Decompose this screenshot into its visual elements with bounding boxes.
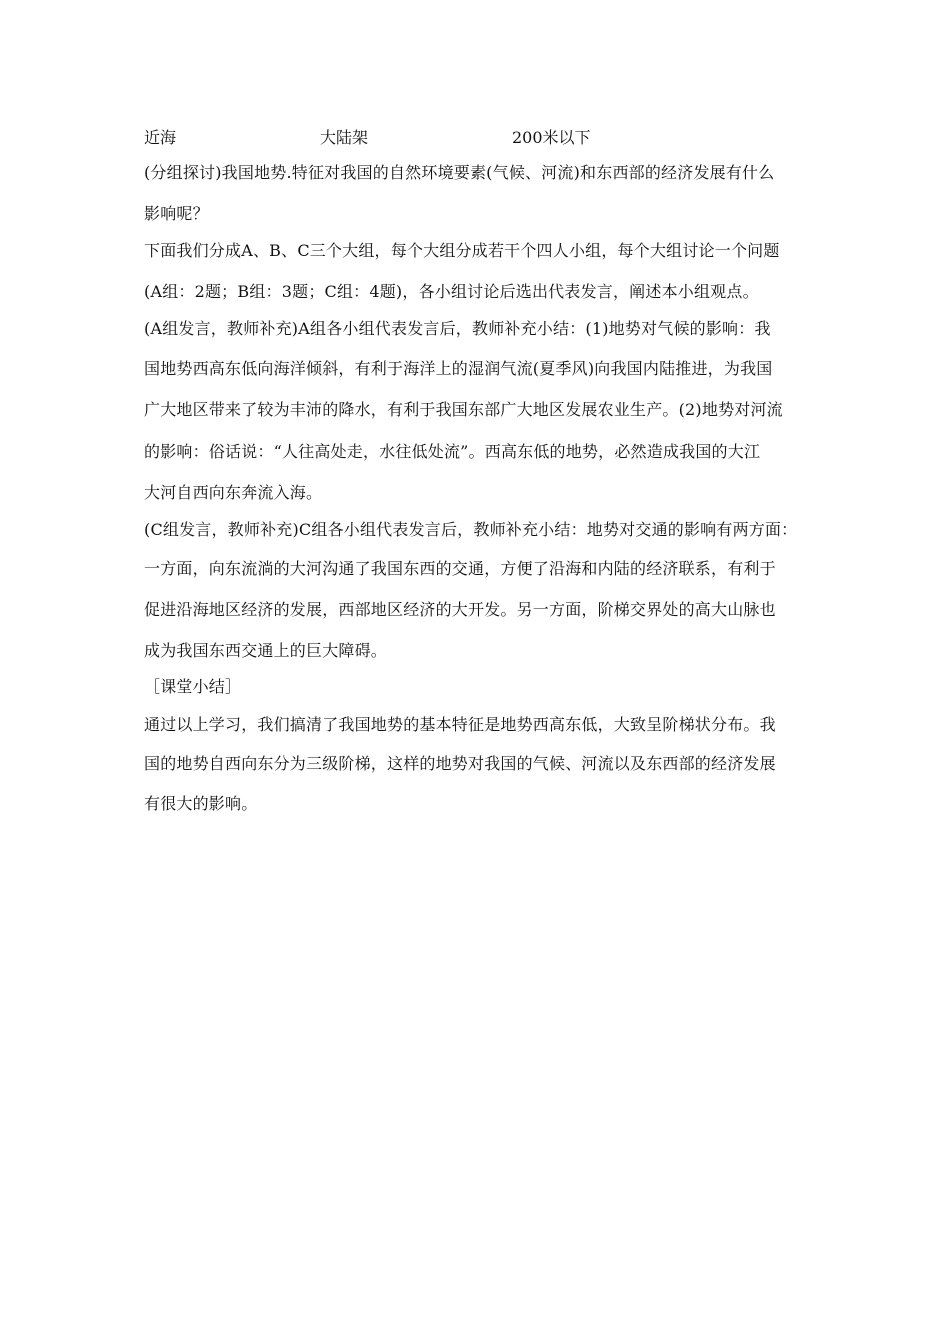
paragraph-line: 广大地区带来了较为丰沛的降水，有利于我国东部广大地区发展农业生产。(2)地势对河流 <box>144 400 783 419</box>
paragraph-line: (分组探讨)我国地势.特征对我国的自然环境要素(气候、河流)和东西部的经济发展有什么 <box>144 163 775 182</box>
paragraph-line: (A组发言，教师补充)A组各小组代表发言后，教师补充小结：(1)地势对气候的影响：我 <box>144 319 771 338</box>
paragraph-line: 促进沿海地区经济的发展，西部地区经济的大开发。另一方面，阶梯交界处的高大山脉也 <box>144 600 776 619</box>
section-heading: ［课堂小结］ <box>144 677 242 696</box>
paragraph-line: (C组发言，教师补充)C组各小组代表发言后，教师补充小结：地势对交通的影响有两方面： <box>144 520 798 539</box>
paragraph-line: 国的地势自西向东分为三级阶梯，这样的地势对我国的气候、河流以及东西部的经济发展 <box>144 754 776 773</box>
paragraph-line: 有很大的影响。 <box>144 794 258 813</box>
paragraph-line: (A组：2题；B组：3题；C组：4题)，各小组讨论后选出代表发言，阐述本小组观点。 <box>144 282 759 301</box>
paragraph-line: 大河自西向东奔流入海。 <box>144 483 323 502</box>
table-cell-depth: 200米以下 <box>512 128 591 147</box>
paragraph-line: 一方面，向东流淌的大河沟通了我国东西的交通，方便了沿海和内陆的经济联系，有利于 <box>144 559 776 578</box>
paragraph-line: 下面我们分成A、B、C三个大组，每个大组分成若干个四人小组，每个大组讨论一个问题 <box>144 241 780 260</box>
table-cell-landform: 大陆架 <box>320 128 369 147</box>
paragraph-line: 的影响：俗话说：“人往高处走，水往低处流”。西高东低的地势，必然造成我国的大江 <box>144 442 761 461</box>
table-cell-zone: 近海 <box>144 128 177 147</box>
paragraph-line: 国地势西高东低向海洋倾斜，有利于海洋上的湿润气流(夏季风)向我国内陆推进，为我国 <box>144 359 773 378</box>
paragraph-line: 成为我国东西交通上的巨大障碍。 <box>144 641 388 660</box>
paragraph-line: 影响呢？ <box>144 204 209 223</box>
paragraph-line: 通过以上学习，我们搞清了我国地势的基本特征是地势西高东低，大致呈阶梯状分布。我 <box>144 715 776 734</box>
